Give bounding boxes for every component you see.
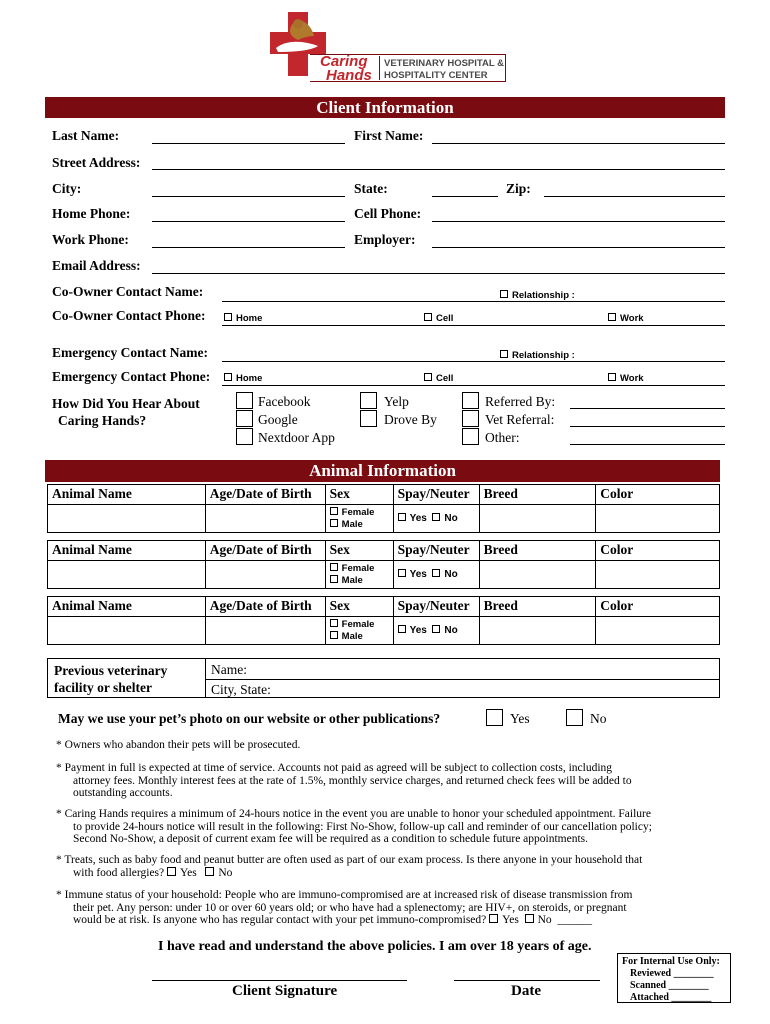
note-noshow: * Caring Hands requires a minimum of 24-hours notice in the event you are unable to honor your scheduled appointment. Failure to provide 24-hours notice will result in the following: First No-Show, follow-up call and reminder of our cancellation policy; Second No-Show, a deposit of current exam fee will be required as a condition to schedule future appointments. [56,808,652,845]
animal-header-cell: Spay/Neuter [393,485,479,505]
checkbox-icon [330,619,338,627]
coowner-work-option[interactable]: Work [608,313,644,324]
employer-label: Employer: [354,232,416,247]
animal-header-cell: Spay/Neuter [393,541,479,561]
previous-vet-name-field[interactable]: Name: [211,662,247,677]
first-name-field[interactable] [432,143,725,144]
animal-breed-input[interactable] [479,561,596,589]
animal-name-input[interactable] [48,505,206,533]
street-address-label: Street Address: [52,155,141,170]
animal-age-input[interactable] [205,505,325,533]
animal-name-input[interactable] [48,561,206,589]
cell-phone-label: Cell Phone: [354,206,422,221]
work-phone-label: Work Phone: [52,232,129,247]
photo-no-checkbox[interactable] [566,709,583,726]
zip-field[interactable] [544,196,725,197]
coowner-phone-field[interactable] [222,325,725,326]
allergy-no-checkbox[interactable] [205,867,214,876]
facebook-checkbox[interactable] [236,392,253,409]
city-field[interactable] [152,196,345,197]
animal-spay-cell [393,561,479,589]
animal-header-cell: Sex [325,541,393,561]
referred-by-checkbox[interactable] [462,392,479,409]
employer-field[interactable] [432,247,725,248]
internal-use-box: For Internal Use Only: Reviewed ________ Scanned ________ Attached ________ [617,953,731,1003]
animal-sex-cell [325,505,393,533]
spay-no-option[interactable]: No [432,625,457,636]
nextdoor-checkbox[interactable] [236,428,253,445]
emergency-home-option[interactable]: Home [224,373,262,384]
emergency-cell-option[interactable]: Cell [424,373,453,384]
drove-by-label: Drove By [384,412,437,427]
animal-information-header: Animal Information [45,460,720,482]
animal-header-cell: Age/Date of Birth [205,485,325,505]
email-field[interactable] [152,273,725,274]
emergency-phone-field[interactable] [222,385,725,386]
animal-age-input[interactable] [205,561,325,589]
immune-yes-checkbox[interactable] [489,914,498,923]
google-label: Google [258,412,298,427]
note-abandon: * Owners who abandon their pets will be prosecuted. [56,739,301,751]
hear-about-question-line2: Caring Hands? [58,413,147,428]
previous-vet-rowline [205,679,720,680]
animal-breed-input[interactable] [479,617,596,645]
hear-about-question-line1: How Did You Hear About [52,396,200,411]
home-phone-field[interactable] [152,221,345,222]
animal-header-cell: Animal Name [48,541,206,561]
previous-vet-city-field[interactable]: City, State: [211,682,271,697]
checkbox-icon [330,507,338,515]
checkbox-icon [398,513,406,521]
drove-by-checkbox[interactable] [360,410,377,427]
last-name-label: Last Name: [52,128,120,143]
home-phone-label: Home Phone: [52,206,131,221]
referred-by-label: Referred By: [485,394,556,409]
first-name-label: First Name: [354,128,424,143]
logo-subtitle-2: HOSPITALITY CENTER [384,70,488,81]
checkbox-icon [608,373,616,381]
emergency-name-field[interactable] [222,361,725,362]
previous-vet-label-1: Previous veterinary [54,663,168,678]
previous-vet-label-2: facility or shelter [54,680,152,695]
logo [268,10,508,86]
animal-entry-row [48,505,720,533]
street-address-field[interactable] [152,169,725,170]
immune-no-checkbox[interactable] [525,914,534,923]
cell-phone-field[interactable] [432,221,725,222]
animal-color-input[interactable] [596,505,720,533]
photo-question: May we use your pet’s photo on our website or other publications? [58,711,441,726]
animal-entry-row [48,617,720,645]
photo-no-label: No [590,711,607,726]
date-label: Date [511,983,541,999]
vet-referral-field[interactable] [570,426,725,427]
emergency-phone-label: Emergency Contact Phone: [52,369,211,384]
animal-header-cell: Sex [325,485,393,505]
note-immune: * Immune status of your household: People who are immuno-compromised are at increased risk of disease transmission from their pet. Any person: under 10 or over 60 years old; or who have had a splenectomy; are HIV+, on steroids, or pregnant would be at risk. Is anyone who has regular contact with your pet immuno-compromised? Yes No ______ [56,889,633,926]
animal-header-row [48,541,720,561]
animal-header-cell: Color [596,597,720,617]
last-name-field[interactable] [152,143,345,144]
sex-female-option[interactable]: Female [330,507,389,519]
yelp-label: Yelp [384,394,409,409]
zip-label: Zip: [506,181,531,196]
other-checkbox[interactable] [462,428,479,445]
client-information-header: Client Information [45,97,725,118]
referred-by-field[interactable] [570,408,725,409]
coowner-home-option[interactable]: Home [224,313,262,324]
animal-spacer-row [48,589,720,597]
coowner-cell-option[interactable]: Cell [424,313,453,324]
city-label: City: [52,181,82,196]
animal-header-row [48,597,720,617]
sex-female-option[interactable]: Female [330,563,389,575]
animal-table [47,484,720,645]
coowner-relationship-option[interactable]: Relationship : [500,290,575,301]
spay-no-option[interactable]: No [432,569,457,580]
google-checkbox[interactable] [236,410,253,427]
animal-age-input[interactable] [205,617,325,645]
internal-use-title: For Internal Use Only: [622,956,720,967]
checkbox-icon [330,575,338,583]
photo-yes-label: Yes [510,711,530,726]
checkbox-icon [330,631,338,639]
checkbox-icon [398,569,406,577]
animal-sex-cell [325,617,393,645]
checkbox-icon [424,313,432,321]
animal-spacer-row [48,533,720,541]
spay-no-option[interactable]: No [432,513,457,524]
logo-caring: Caring [320,53,368,70]
animal-sex-cell [325,561,393,589]
animal-header-cell: Color [596,541,720,561]
animal-header-cell: Breed [479,485,596,505]
animal-header-cell: Spay/Neuter [393,597,479,617]
note-payment: * Payment in full is expected at time of service. Accounts not paid as agreed will be subject to collection costs, including attorney fees. Monthly interest fees at the rate of 1.5%, monthly service charges, and returned check fees will be added to outstanding accounts. [56,762,632,799]
spay-yes-option[interactable]: Yes [398,513,427,524]
internal-reviewed: Reviewed [630,968,672,979]
signature-line[interactable] [152,980,407,981]
emergency-relationship-option[interactable]: Relationship : [500,350,575,361]
logo-vertical-divider [379,56,380,80]
animal-entry-row [48,561,720,589]
animal-header-cell: Color [596,485,720,505]
checkbox-icon [608,313,616,321]
animal-header-row [48,485,720,505]
checkbox-icon [432,513,440,521]
email-label: Email Address: [52,258,141,273]
sex-male-option[interactable]: Male [330,575,389,587]
sex-male-option[interactable]: Male [330,519,389,531]
vet-referral-checkbox[interactable] [462,410,479,427]
state-field[interactable] [432,196,498,197]
animal-header-cell: Age/Date of Birth [205,597,325,617]
vet-referral-label: Vet Referral: [485,412,555,427]
signature-label: Client Signature [232,983,338,999]
animal-color-input[interactable] [596,561,720,589]
animal-header-cell: Sex [325,597,393,617]
animal-header-cell: Animal Name [48,597,206,617]
checkbox-icon [330,519,338,527]
state-label: State: [354,181,388,196]
animal-header-cell: Breed [479,597,596,617]
animal-header-cell: Age/Date of Birth [205,541,325,561]
sex-male-option[interactable]: Male [330,631,389,643]
date-line[interactable] [454,980,600,981]
logo-hands: Hands [326,67,372,84]
checkbox-icon [224,313,232,321]
photo-yes-checkbox[interactable] [486,709,503,726]
other-field[interactable] [570,444,725,445]
logo-subtitle-1: VETERINARY HOSPITAL & [384,58,504,69]
internal-scanned: Scanned [630,980,667,991]
acknowledgement-text: I have read and understand the above policies. I am over 18 years of age. [158,939,592,954]
checkbox-icon [432,625,440,633]
checkbox-icon [432,569,440,577]
animal-color-input[interactable] [596,617,720,645]
animal-breed-input[interactable] [479,505,596,533]
checkbox-icon [500,350,508,358]
facebook-label: Facebook [258,394,311,409]
animal-header-cell: Breed [479,541,596,561]
spay-yes-option[interactable]: Yes [398,625,427,636]
internal-attached: Attached [630,992,669,1003]
checkbox-icon [330,563,338,571]
note-treats: * Treats, such as baby food and peanut butter are often used as part of our exam process. Is there anyone in your household that with food allergies? Yes No [56,854,643,879]
allergy-yes-checkbox[interactable] [167,867,176,876]
checkbox-icon [224,373,232,381]
animal-spay-cell [393,617,479,645]
coowner-name-label: Co-Owner Contact Name: [52,284,204,299]
checkbox-icon [424,373,432,381]
other-label: Other: [485,430,520,445]
animal-name-input[interactable] [48,617,206,645]
animal-header-cell: Animal Name [48,485,206,505]
work-phone-field[interactable] [152,247,345,248]
yelp-checkbox[interactable] [360,392,377,409]
spay-yes-option[interactable]: Yes [398,569,427,580]
checkbox-icon [500,290,508,298]
animal-spay-cell [393,505,479,533]
nextdoor-label: Nextdoor App [258,430,335,445]
coowner-name-field[interactable] [222,301,725,302]
emergency-work-option[interactable]: Work [608,373,644,384]
sex-female-option[interactable]: Female [330,619,389,631]
coowner-phone-label: Co-Owner Contact Phone: [52,308,206,323]
emergency-name-label: Emergency Contact Name: [52,345,208,360]
checkbox-icon [398,625,406,633]
previous-vet-divider [205,658,206,698]
